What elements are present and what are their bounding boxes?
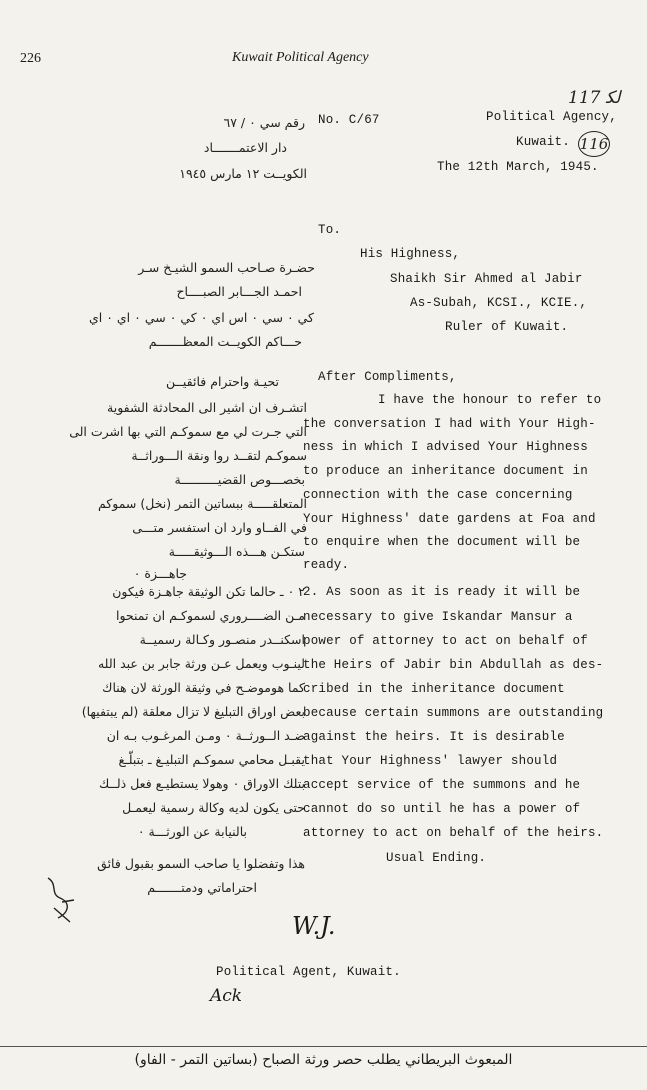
arabic-para1-line-4: بخصـــوص القضيــــــــــة xyxy=(174,472,305,487)
arabic-closing-line-1: هذا وتفضلوا يا صاحب السمو بقبول فائق xyxy=(97,856,305,871)
para1-line-4: to produce an inheritance document in xyxy=(303,464,588,478)
para1-line-6: Your Highness' date gardens at Foa and xyxy=(303,512,596,526)
para1-line-3: ness in which I advised Your Highness xyxy=(303,440,588,454)
arabic-para1-line-3: سموكـم لتقــد روا ونقة الـــوراثــة xyxy=(131,448,307,463)
arabic-para1-line-6: في الفــاو وارد ان استفسر متـــى xyxy=(132,520,307,535)
arabic-para2-line-11: بالنيابة عن الورثـــة ٠ xyxy=(137,824,247,839)
arabic-para2-line-3: اسكنــدر منصـور وكـالة رسميــة xyxy=(139,632,305,647)
para1-line-7: to enquire when the document will be xyxy=(303,535,581,549)
arabic-greeting: تحيـة واحترام فائقيــن xyxy=(166,374,279,389)
arabic-para2-line-1: ٢ ٠ ـ حالما تكن الوثيقة جاهـزة فيكون xyxy=(112,584,305,599)
para1-line-2: the conversation I had with Your High- xyxy=(303,417,596,431)
closing: Usual Ending. xyxy=(386,851,487,865)
addressee-line-4: Ruler of Kuwait. xyxy=(445,320,569,334)
arabic-ref-office: دار الاعتمـــــــاد xyxy=(203,140,287,155)
para2-line-5: cribed in the inheritance document xyxy=(303,682,565,696)
signer-title: Political Agent, Kuwait. xyxy=(216,965,401,979)
arabic-para2-line-9: بتلك الاوراق ٠ وهولا يستطيـع فعل ذلــك xyxy=(99,776,305,791)
running-header: Kuwait Political Agency xyxy=(232,50,369,65)
para2-line-2: necessary to give Iskandar Mansur a xyxy=(303,610,573,624)
addressee-line-3: As-Subah, KCSI., KCIE., xyxy=(410,296,588,310)
arabic-para1-line-2: التي جـرت لي مع سموكـم التي بها اشرت الى xyxy=(69,424,307,439)
reference-number: No. C/67 xyxy=(318,113,380,127)
para2-line-7: against the heirs. It is desirable xyxy=(303,730,565,744)
handwritten-initials: Ack xyxy=(210,986,243,1006)
para2-line-1: 2. As soon as it is ready it will be xyxy=(303,585,581,599)
margin-annotation: ﻟﻜ 117 xyxy=(568,88,621,108)
para2-line-3: power of attorney to act on behalf of xyxy=(303,634,588,648)
arabic-para2-line-4: لينـوب ويعمل عـن ورثة جابر بن عبد الله xyxy=(97,656,305,671)
para1-line-8: ready. xyxy=(303,558,350,572)
para2-line-10: cannot do so until he has a power of xyxy=(303,802,581,816)
arabic-para2-line-5: كما هوموضـح في وثيقة الورثة لان هناك xyxy=(102,680,305,695)
arabic-para2-line-7: ضـد الــورثــة ٠ ومـن المرغـوب بـه ان xyxy=(106,728,305,743)
arabic-para1-line-5: المتعلقـــــة ببساتين التمر (نخل) سموكم xyxy=(97,496,307,511)
letter-date: The 12th March, 1945. xyxy=(437,160,599,174)
para2-line-11: attorney to act on behalf of the heirs. xyxy=(303,826,604,840)
caption-divider xyxy=(0,1046,647,1047)
arabic-para2-line-6: بعض اوراق التبليغ لا تزال معلقة (لم يبتفيها) xyxy=(81,704,305,719)
arabic-closing-line-2: احتراماتي ودمتـــــــم xyxy=(147,880,257,895)
arabic-addressee-line-3: كي ٠ سي ٠ اس اي ٠ كي ٠ سي ٠ اي ٠ اي xyxy=(88,310,314,325)
addressee-line-2: Shaikh Sir Ahmed al Jabir xyxy=(390,272,583,286)
arabic-para1-line-7: ستكـن هـــذه الـــوثيقـــــة xyxy=(168,544,305,559)
arabic-para2-line-2: مـن الضــــروري لسموكـم ان تمنحوا xyxy=(116,608,305,623)
para2-line-8: that Your Highness' lawyer should xyxy=(303,754,558,768)
arabic-signature-mark xyxy=(40,872,84,932)
para1-line-5: connection with the case concerning xyxy=(303,488,573,502)
to-label: To. xyxy=(318,223,342,237)
page-number: 226 xyxy=(20,51,41,66)
arabic-para2-line-10: حتى يكون لديه وكالة رسمية ليعمـل xyxy=(122,800,305,815)
sender-office-line1: Political Agency, xyxy=(486,110,617,124)
greeting: After Compliments, xyxy=(318,370,457,384)
arabic-para2-line-8: يقبـل محامي سموكـم التبليـغ ـ بتبلّـغ xyxy=(118,752,305,767)
arabic-ref-number: رقم سي ٠ / ٦٧ xyxy=(223,115,305,130)
arabic-ref-date: الكويــت ١٢ مارس ١٩٤٥ xyxy=(179,166,307,181)
arabic-addressee-line-1: حضـرة صـاحب السمو الشيـخ سـر xyxy=(138,260,315,275)
arabic-addressee-line-4: حـــاكم الكويــت المعظـــــــم xyxy=(148,334,302,349)
para2-line-6: because certain summons are outstanding xyxy=(303,706,604,720)
addressee-line-1: His Highness, xyxy=(360,247,461,261)
signature: W.J. xyxy=(292,912,336,940)
arabic-para1-line-8: جاهـــزة ٠ xyxy=(133,566,187,581)
para2-line-9: accept service of the summons and he xyxy=(303,778,581,792)
arabic-para1-line-1: اتشـرف ان اشير الى المحادثة الشفوية xyxy=(107,400,307,415)
para2-line-4: the Heirs of Jabir bin Abdullah as des- xyxy=(303,658,604,672)
para1-line-1: I have the honour to refer to xyxy=(378,393,602,407)
circled-folio-number: 116 xyxy=(578,131,610,157)
page-caption: المبعوث البريطاني يطلب حصر ورثة الصباح (بساتين التمر - الفاو) xyxy=(134,1052,513,1068)
sender-office-line2: Kuwait. xyxy=(516,135,570,149)
arabic-addressee-line-2: احمـد الجـــابر الصبــــاح xyxy=(176,284,302,299)
